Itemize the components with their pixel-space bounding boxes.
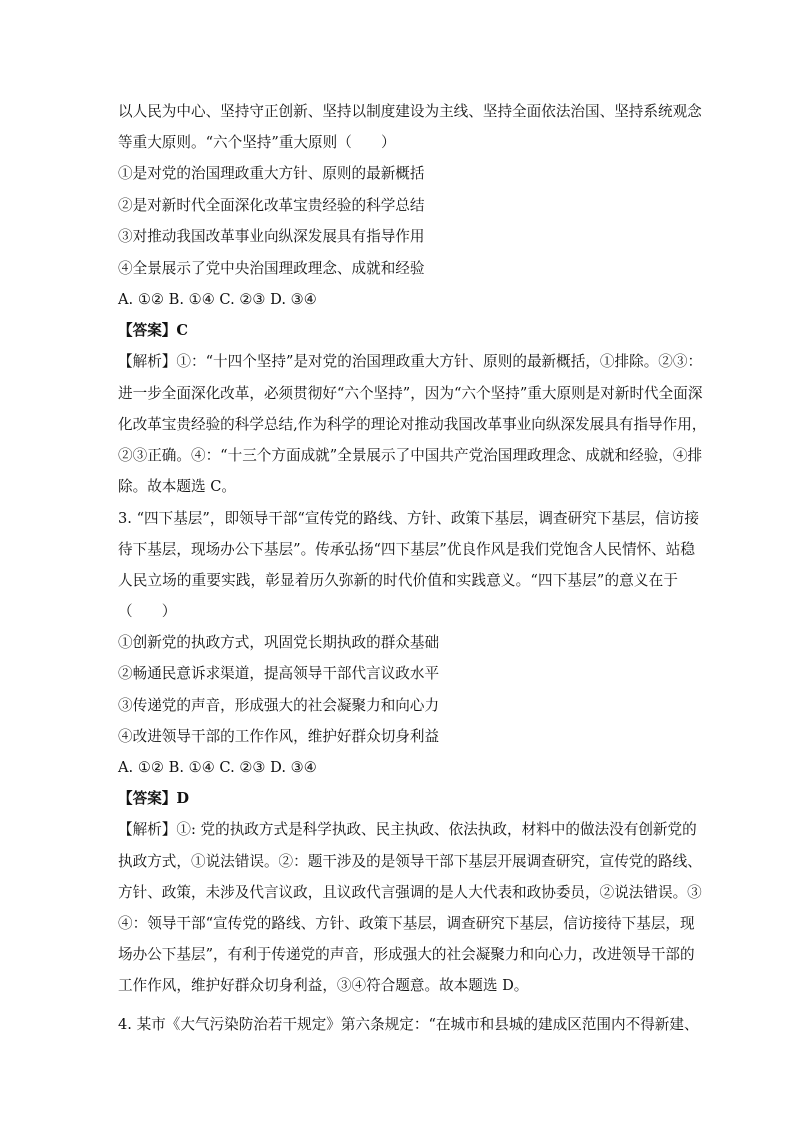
option-2: ②是对新时代全面深化改革宝贵经验的科学总结 [118, 197, 425, 214]
analysis-line-2: 执政方式，①说法错误。②：题干涉及的是领导干部下基层开展调查研究，宣传党的路线、 [118, 853, 702, 870]
question-3-line-2: 待下基层，现场办公下基层”。传承弘扬“四下基层”优良作风是我们党饱含人民情怀、站稳 [118, 541, 695, 558]
analysis-line-3: 方针、政策，未涉及代言议政，且议政代言强调的是人大代表和政协委员，②说法错误。③ [118, 884, 702, 901]
analysis-line-3: 化改革宝贵经验的科学总结,作为科学的理论对推动我国改革事业向纵深发展具有指导作用， [118, 416, 707, 433]
answer: 【答案】C [118, 322, 188, 339]
text-line-2: 等重大原则。“六个坚持”重大原则（ ） [118, 134, 396, 151]
answer-choices: A. ①② B. ①④ C. ②③ D. ③④ [118, 291, 317, 308]
analysis-line-2: 进一步全面深化改革，必须贯彻好“六个坚持”，因为“六个坚持”重大原则是对新时代全面深 [118, 385, 703, 402]
option-3: ③对推动我国改革事业向纵深发展具有指导作用 [118, 228, 425, 245]
analysis-line-1: 【解析】①：“十四个坚持”是对党的治国理政重大方针、原则的最新概括，①排除。②③： [118, 353, 703, 370]
answer: 【答案】D [118, 790, 190, 807]
analysis-line-4: ④：领导干部“宣传党的路线、方针、政策下基层，调查研究下基层，信访接待下基层，现 [118, 915, 695, 932]
question-3-line-1: 3. “四下基层”，即领导干部“宣传党的路线、方针、政策下基层，调查研究下基层，信访接 [118, 510, 699, 527]
option-4: ④改进领导干部的工作作风，维护好群众切身利益 [118, 728, 440, 745]
option-4: ④全景展示了党中央治国理政理念、成就和经验 [118, 260, 425, 277]
option-1: ①创新党的执政方式，巩固党长期执政的群众基础 [118, 634, 440, 651]
analysis-line-5: 场办公下基层”，有利于传递党的声音，形成强大的社会凝聚力和向心力，改进领导干部的 [118, 946, 695, 963]
question-4-line-1: 4. 某市《大气污染防治若干规定》第六条规定：“在城市和县城的建成区范围内不得新建、 [118, 1016, 699, 1033]
option-1: ①是对党的治国理政重大方针、原则的最新概括 [118, 165, 425, 182]
option-3: ③传递党的声音，形成强大的社会凝聚力和向心力 [118, 697, 440, 714]
question-3-line-3: 人民立场的重要实践，彰显着历久弥新的时代价值和实践意义。“四下基层”的意义在于 [118, 572, 678, 589]
analysis-line-4: ②③正确。④：“十三个方面成就”全景展示了中国共产党治国理政理念、成就和经验，④排 [118, 447, 703, 464]
option-2: ②畅通民意诉求渠道，提高领导干部代言议政水平 [118, 665, 440, 682]
answer-choices: A. ①② B. ①④ C. ②③ D. ③④ [118, 759, 317, 776]
question-3-blank: （ ） [118, 603, 177, 620]
analysis-line-5: 除。故本题选 C。 [118, 478, 236, 495]
analysis-line-6: 工作作风，维护好群众切身利益，③④符合题意。故本题选 D。 [118, 977, 529, 994]
analysis-line-1: 【解析】①: 党的执政方式是科学执政、民主执政、依法执政，材料中的做法没有创新党的 [118, 821, 697, 838]
text-line-1: 以人民为中心、坚持守正创新、坚持以制度建设为主线、坚持全面依法治国、坚持系统观念 [118, 103, 702, 120]
